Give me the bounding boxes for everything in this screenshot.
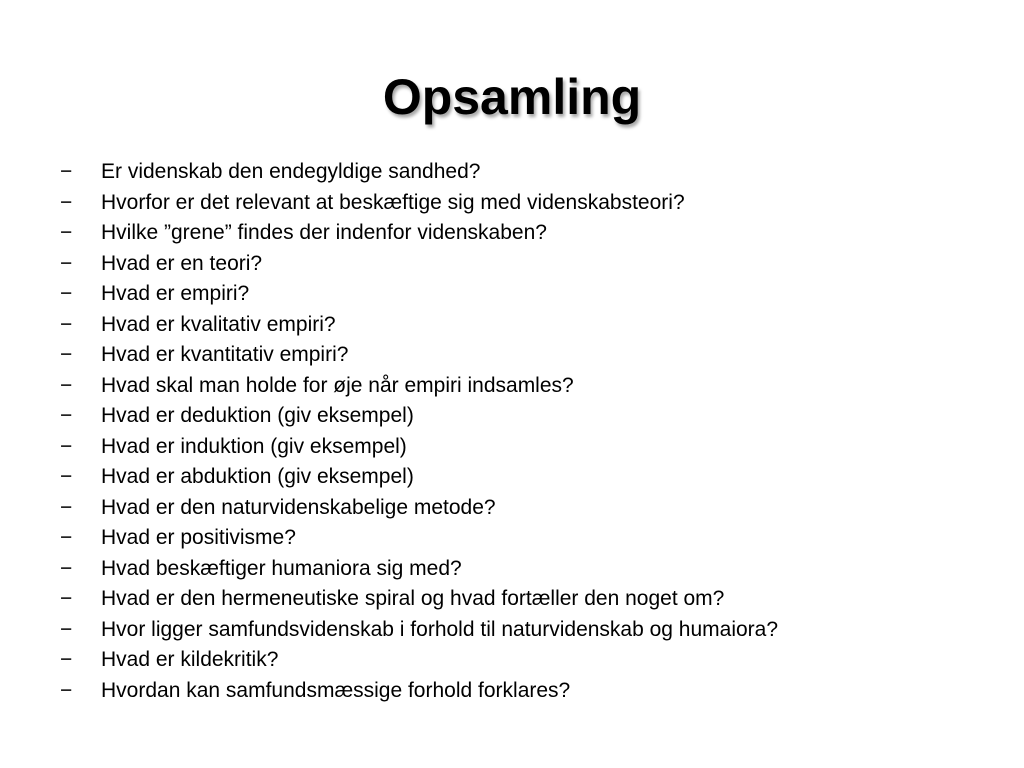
list-item-text: Hvad er kildekritik? bbox=[101, 648, 279, 671]
list-item bbox=[60, 249, 980, 280]
list-item bbox=[60, 645, 980, 676]
list-item-text: Hvad skal man holde for øje når empiri indsamles? bbox=[101, 373, 574, 397]
dash-bullet-icon: − bbox=[60, 434, 73, 458]
list-item bbox=[60, 188, 980, 219]
list-item bbox=[60, 523, 980, 554]
list-item-text: Hvor ligger samfundsvidenskab i forhold til naturvidenskab og humaiora? bbox=[101, 617, 779, 641]
dash-bullet-icon: − bbox=[60, 312, 73, 336]
list-item-text: Hvad er deduktion (giv eksempel) bbox=[101, 404, 414, 427]
list-item-text: Hvad er en teori? bbox=[101, 251, 263, 275]
list-item bbox=[60, 615, 980, 646]
list-item bbox=[60, 371, 980, 402]
list-item-text: Hvordan kan samfundsmæssige forhold forklares? bbox=[101, 678, 571, 702]
list-item bbox=[60, 218, 980, 249]
list-item-text: Hvilke ”grene” findes der indenfor videnskaben? bbox=[101, 221, 547, 244]
list-item-text: Hvad er den naturvidenskabelige metode? bbox=[101, 495, 496, 519]
list-item bbox=[60, 279, 980, 310]
list-item-text: Hvorfor er det relevant at beskæftige sig med videnskabsteori? bbox=[101, 190, 685, 214]
list-item bbox=[60, 462, 980, 493]
dash-bullet-icon: − bbox=[60, 495, 73, 519]
list-item-text: Hvad er abduktion (giv eksempel) bbox=[101, 465, 414, 488]
list-item bbox=[60, 584, 980, 615]
dash-bullet-icon: − bbox=[60, 160, 73, 183]
dash-bullet-icon: − bbox=[60, 343, 73, 366]
dash-bullet-icon: − bbox=[60, 556, 73, 580]
list-item-text: Hvad er empiri? bbox=[101, 282, 250, 305]
list-item bbox=[60, 676, 980, 707]
list-item-text: Hvad er den hermeneutiske spiral og hvad fortæller den noget om? bbox=[101, 587, 725, 610]
dash-bullet-icon: − bbox=[60, 373, 73, 397]
dash-bullet-icon: − bbox=[60, 648, 73, 671]
dash-bullet-icon: − bbox=[60, 404, 73, 427]
list-item-text: Er videnskab den endegyldige sandhed? bbox=[101, 160, 481, 183]
list-item-text: Hvad er induktion (giv eksempel) bbox=[101, 434, 407, 458]
list-item bbox=[60, 340, 980, 371]
dash-bullet-icon: − bbox=[60, 282, 73, 305]
list-item-text: Hvad er kvantitativ empiri? bbox=[101, 343, 349, 366]
list-item bbox=[60, 310, 980, 341]
dash-bullet-icon: − bbox=[60, 190, 73, 214]
dash-bullet-icon: − bbox=[60, 221, 73, 244]
list-item bbox=[60, 554, 980, 585]
slide-title: Opsamling bbox=[382, 69, 642, 125]
list-item bbox=[60, 157, 980, 188]
dash-bullet-icon: − bbox=[60, 587, 73, 610]
list-item-text: Hvad er positivisme? bbox=[101, 526, 296, 549]
question-list bbox=[60, 157, 980, 706]
dash-bullet-icon: − bbox=[60, 251, 73, 275]
dash-bullet-icon: − bbox=[60, 678, 73, 702]
list-item bbox=[60, 493, 980, 524]
list-item-text: Hvad er kvalitativ empiri? bbox=[101, 312, 336, 336]
dash-bullet-icon: − bbox=[60, 526, 73, 549]
list-item bbox=[60, 432, 980, 463]
dash-bullet-icon: − bbox=[60, 465, 73, 488]
list-item-text: Hvad beskæftiger humaniora sig med? bbox=[101, 556, 462, 580]
dash-bullet-icon: − bbox=[60, 617, 73, 641]
list-item bbox=[60, 401, 980, 432]
